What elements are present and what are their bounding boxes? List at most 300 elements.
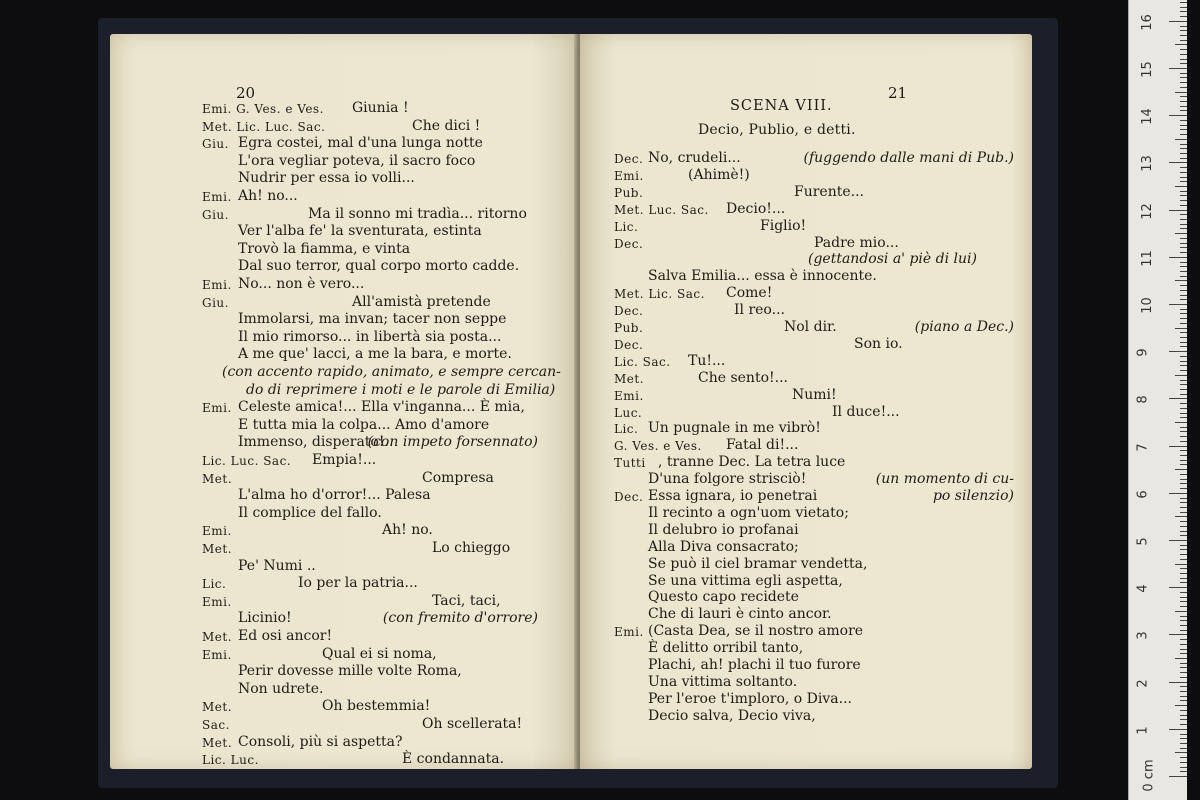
verse-text: (Casta Dea, se il nostro amore [648, 623, 864, 640]
verse-text: Immenso, disperato!.. [238, 434, 394, 451]
ruler-tick [1169, 257, 1187, 258]
ruler-tick [1180, 743, 1187, 744]
ruler-tick [1180, 134, 1187, 135]
speaker-name: Pub. [614, 321, 644, 335]
verse-text: Un pugnale in me vibrò! [648, 420, 821, 437]
verse-text: , tranne Dec. La tetra luce [658, 454, 846, 471]
verse-text: L'alma ho d'orror!... Palesa [238, 487, 431, 504]
verse-text: Nol dir. [784, 319, 837, 335]
ruler-tick [1180, 767, 1187, 768]
ruler-tick [1180, 521, 1187, 522]
verse-text: Licinio! [238, 610, 292, 627]
verse-text: Questo capo recidete [648, 589, 799, 606]
verse-text: Son io. [854, 335, 903, 352]
verse-text: Giunia ! [352, 100, 409, 116]
speaker-name: Lic. Luc. [202, 753, 259, 768]
ruler-tick [1180, 337, 1187, 338]
verse-text: Oh scellerata! [422, 716, 523, 732]
verse-text: A me que' lacci, a me la bara, e morte. [238, 346, 512, 363]
ruler-tick [1180, 748, 1187, 749]
ruler-tick [1180, 479, 1187, 480]
ruler-tick [1175, 280, 1187, 281]
verse-text: No... non è vero... [238, 276, 365, 292]
ruler-tick [1180, 195, 1187, 196]
ruler-tick [1175, 139, 1187, 140]
speaker-name: Emi. [614, 168, 644, 183]
ruler-tick [1180, 616, 1187, 617]
ruler-tick [1175, 186, 1187, 187]
verse-text: Che sento!... [698, 369, 788, 386]
verse-text: Essa ignara, io penetrai [648, 488, 818, 504]
stage-direction: (con impeto forsennato) [367, 434, 538, 451]
ruler-tick [1180, 276, 1187, 277]
stage-direction: (piano a Dec.) [914, 319, 1014, 335]
ruler-number: 16 [1139, 14, 1155, 31]
ruler-tick [1180, 653, 1187, 654]
ruler-tick [1180, 224, 1187, 225]
verse-text: Numi! [792, 386, 837, 403]
ruler-tick [1180, 285, 1187, 286]
ruler-tick [1180, 667, 1187, 668]
verse-text: E tutta mia la colpa... Amo d'amore [238, 416, 490, 433]
ruler-tick [1180, 177, 1187, 178]
ruler-tick [1175, 328, 1187, 329]
ruler-tick [1180, 738, 1187, 739]
ruler-tick [1180, 630, 1187, 631]
scene-cast: Decio, Publio, e detti. [698, 122, 856, 138]
speaker-name: Dec. [614, 236, 644, 251]
verse-text: Fatal di!... [726, 437, 799, 454]
verse-text: L'ora vegliar poteva, il sacro foco [238, 152, 476, 169]
ruler-tick [1169, 587, 1187, 588]
ruler-tick [1175, 375, 1187, 376]
stage-direction: (fuggendo dalle mani di Pub.) [803, 150, 1014, 166]
ruler-tick [1180, 30, 1187, 31]
verse-text: Empia!... [312, 452, 377, 468]
ruler-tick [1180, 356, 1187, 357]
ruler-tick [1180, 700, 1187, 701]
ruler-tick [1180, 106, 1187, 107]
ruler-number: 1 [1135, 726, 1151, 735]
ruler-tick [1180, 238, 1187, 239]
scene-title: SCENA VIII. [730, 98, 833, 114]
ruler-tick [1180, 346, 1187, 347]
ruler-tick [1180, 672, 1187, 673]
verse-text: Decio!... [726, 200, 786, 217]
ruler-tick [1169, 162, 1187, 163]
verse-text: È delitto orribil tanto, [648, 640, 804, 657]
speaker-name: Met. [614, 371, 645, 386]
ruler-tick [1180, 771, 1187, 772]
ruler-tick [1180, 228, 1187, 229]
ruler-tick [1180, 554, 1187, 555]
ruler-tick [1180, 696, 1187, 697]
ruler-tick [1180, 649, 1187, 650]
ruler-tick [1180, 361, 1187, 362]
ruler-tick [1180, 394, 1187, 395]
ruler-tick [1180, 431, 1187, 432]
ruler-tick [1180, 460, 1187, 461]
verse-text: Pe' Numi .. [238, 557, 316, 574]
verse-text: Ah! no... [238, 188, 298, 204]
ruler-tick [1175, 658, 1187, 659]
ruler-tick [1180, 313, 1187, 314]
ruler-tick [1175, 752, 1187, 753]
verse-text: Ed osi ancor! [238, 628, 333, 644]
ruler-tick [1180, 332, 1187, 333]
verse-text: No, crudeli... [648, 150, 741, 166]
verse-text: Se una vittima egli aspetta, [648, 572, 843, 589]
ruler-tick [1175, 516, 1187, 517]
ruler-tick [1175, 44, 1187, 45]
ruler-tick [1180, 427, 1187, 428]
ruler-tick [1180, 597, 1187, 598]
ruler-tick [1180, 512, 1187, 513]
verse-text: Una vittima soltanto. [648, 673, 798, 690]
speaker-name: Dec. [614, 337, 644, 352]
ruler-tick [1180, 2, 1187, 3]
speaker-name: Emi. [202, 278, 232, 292]
ruler-tick [1169, 210, 1187, 211]
verse-text: Dal suo terror, qual corpo morto cadde. [238, 258, 520, 275]
verse-text: Se può il ciel bramar vendetta, [648, 555, 868, 572]
ruler-tick [1180, 531, 1187, 532]
ruler-tick [1180, 488, 1187, 489]
ruler-tick [1180, 549, 1187, 550]
verse-text: Il mio rimorso... in libertà sia posta... [238, 328, 502, 345]
verse-text: Non udrete. [238, 680, 324, 697]
ruler-tick [1180, 568, 1187, 569]
ruler-tick [1169, 682, 1187, 683]
right-page [580, 34, 1032, 769]
ruler-tick [1180, 309, 1187, 310]
verse-text: Ma il sonno mi tradìa... ritorno [308, 205, 527, 222]
ruler-tick [1180, 526, 1187, 527]
speaker-name: Emi. [202, 524, 232, 539]
ruler-tick [1180, 502, 1187, 503]
ruler-tick [1180, 82, 1187, 83]
ruler-unit-label: 0 cm [1141, 759, 1157, 792]
verse-text: Taci, taci, [432, 592, 501, 609]
ruler-tick [1180, 299, 1187, 300]
verse-text: D'una folgore strisciò! [648, 471, 807, 488]
ruler-tick [1180, 757, 1187, 758]
ruler-tick [1180, 342, 1187, 343]
verse-text: Per l'eroe t'imploro, o Diva... [648, 690, 852, 707]
ruler-tick [1175, 564, 1187, 565]
speaker-name: Emi. [614, 388, 644, 403]
ruler-tick [1180, 663, 1187, 664]
ruler-tick [1180, 578, 1187, 579]
speaker-name: Lic. [202, 577, 227, 592]
ruler-tick [1175, 233, 1187, 234]
verse-text: Padre mio... [814, 234, 899, 251]
speaker-name: Dec. [614, 490, 644, 504]
verse-text: Decio salva, Decio viva, [648, 707, 816, 724]
speaker-name: Sac. [202, 718, 230, 732]
speaker-name: Emi. [202, 594, 232, 609]
speaker-name: Met. Luc. Sac. [614, 202, 709, 217]
ruler-number: 7 [1135, 442, 1151, 452]
verse-text: Furente... [794, 183, 864, 200]
ruler-tick [1180, 40, 1187, 41]
ruler-tick [1169, 21, 1187, 22]
speaker-name: Emi. [202, 190, 232, 204]
ruler-tick [1180, 734, 1187, 735]
speaker-name: Met. Lic. Sac. [614, 287, 705, 302]
ruler-tick [1180, 16, 1187, 17]
ruler-tick [1180, 559, 1187, 560]
ruler-number: 4 [1135, 584, 1151, 593]
ruler-tick [1180, 323, 1187, 324]
ruler-number: 8 [1135, 395, 1151, 405]
stage-direction: (con fremito d'orrore) [382, 610, 538, 627]
ruler-tick [1180, 172, 1187, 173]
verse-text: Celeste amica!... Ella v'inganna... È mia, [238, 399, 525, 416]
speaker-name: Dec. [614, 152, 644, 166]
ruler-tick [1180, 573, 1187, 574]
ruler-tick [1180, 441, 1187, 442]
ruler-tick [1175, 705, 1187, 706]
ruler-tick [1180, 205, 1187, 206]
verse-text: Trovò la fiamma, e vinta [238, 240, 411, 257]
speaker-name: Giu. [202, 207, 229, 222]
stage-direction: po silenzio) [932, 488, 1014, 504]
ruler-tick [1180, 639, 1187, 640]
ruler-tick [1180, 266, 1187, 267]
verse-text: (con accento rapido, animato, e sempre cercan- [222, 364, 561, 380]
ruler-tick [1180, 191, 1187, 192]
ruler-tick [1180, 318, 1187, 319]
ruler-number: 6 [1135, 490, 1151, 499]
speaker-name: Met. [202, 471, 233, 486]
speaker-name: Lic. Sac. [614, 354, 671, 369]
speaker-name: Giu. [202, 295, 229, 310]
ruler-tick [1169, 304, 1187, 305]
verse-text: Il delubro io profanai [648, 521, 799, 538]
ruler-tick [1180, 101, 1187, 102]
ruler-tick [1180, 125, 1187, 126]
ruler-tick [1180, 295, 1187, 296]
ruler-tick [1180, 144, 1187, 145]
speaker-name: G. Ves. e Ves. [614, 439, 702, 454]
ruler-tick [1180, 181, 1187, 182]
verse-text: Compresa [422, 469, 494, 486]
ruler-tick [1180, 87, 1187, 88]
ruler-tick [1180, 715, 1187, 716]
speaker-name: Emi. [202, 401, 232, 416]
ruler-tick [1180, 153, 1187, 154]
verse-text: All'amistà pretende [352, 293, 491, 310]
ruler-tick [1180, 620, 1187, 621]
ruler-tick [1169, 68, 1187, 69]
speaker-name: Tutti [614, 456, 646, 471]
ruler-tick [1180, 455, 1187, 456]
speaker-name: Giu. [202, 137, 229, 152]
ruler-tick [1169, 729, 1187, 730]
verse-text: Che di lauri è cinto ancor. [648, 606, 832, 623]
verse-text: Nudrir per essa io volli... [238, 170, 415, 187]
ruler-tick [1180, 252, 1187, 253]
ruler-number: 2 [1135, 678, 1151, 688]
ruler-tick [1180, 686, 1187, 687]
ruler-tick [1180, 77, 1187, 78]
speaker-name: Lic. Luc. Sac. [202, 454, 292, 468]
ruler-tick [1180, 214, 1187, 215]
verse-text: Tu!... [688, 352, 726, 369]
page-number: 21 [888, 84, 908, 102]
ruler-tick [1180, 120, 1187, 121]
ruler-number: 11 [1139, 250, 1155, 267]
ruler-tick [1180, 59, 1187, 60]
ruler-tick [1180, 389, 1187, 390]
verse-text: Alla Diva consacrato; [648, 538, 799, 555]
ruler-number: 14 [1139, 108, 1155, 125]
ruler-tick [1180, 262, 1187, 263]
ruler-number: 9 [1135, 348, 1151, 357]
ruler-tick [1169, 776, 1187, 777]
speaker-name: Emi. G. Ves. e Ves. [202, 102, 324, 116]
ruler-tick [1180, 474, 1187, 475]
ruler-tick [1180, 54, 1187, 55]
verse-text: Il reo... [734, 302, 785, 319]
left-page [110, 34, 578, 769]
speaker-name: Luc. [614, 405, 643, 420]
ruler-tick [1180, 606, 1187, 607]
verse-text: Il recinto a ogn'uom vietato; [648, 504, 849, 521]
ruler-tick [1180, 129, 1187, 130]
ruler-tick [1180, 677, 1187, 678]
ruler-tick [1180, 167, 1187, 168]
ruler-tick [1169, 446, 1187, 447]
verse-text: Figlio! [760, 217, 807, 234]
ruler-tick [1180, 63, 1187, 64]
ruler-tick [1180, 7, 1187, 8]
ruler-tick [1180, 200, 1187, 201]
verse-text: Plachi, ah! plachi il tuo furore [648, 657, 861, 673]
verse-text: Come! [726, 285, 773, 302]
ruler-tick [1180, 247, 1187, 248]
ruler-tick [1169, 351, 1187, 352]
ruler-tick [1180, 49, 1187, 50]
verse-text: Il complice del fallo. [238, 504, 382, 521]
ruler-number: 15 [1139, 61, 1155, 78]
ruler-tick [1180, 158, 1187, 159]
ruler-tick [1169, 398, 1187, 399]
speaker-name: Emi. [614, 625, 644, 640]
ruler-tick [1180, 408, 1187, 409]
ruler-number: 5 [1135, 537, 1151, 546]
speaker-name: Emi. [202, 647, 232, 662]
verse-text: (Ahimè!) [688, 166, 750, 183]
ruler-tick [1180, 498, 1187, 499]
verse-text: Perir dovesse mille volte Roma, [238, 663, 462, 680]
ruler-tick [1180, 545, 1187, 546]
ruler-tick [1175, 469, 1187, 470]
ruler-number: 10 [1139, 297, 1155, 314]
speaker-name: Dec. [614, 304, 644, 319]
verse-text: Qual ei si noma, [322, 645, 437, 662]
ruler-tick [1180, 464, 1187, 465]
verse-text: Ah! no. [382, 522, 433, 539]
ruler-tick [1180, 417, 1187, 418]
stage-direction: (un momento di cu- [875, 471, 1014, 488]
ruler-tick [1180, 380, 1187, 381]
stage-direction: (gettandosi a' piè di lui) [808, 251, 977, 268]
ruler-tick [1180, 719, 1187, 720]
ruler-tick [1180, 483, 1187, 484]
verse-text: Salva Emilia... essa è innocente. [648, 268, 877, 285]
speaker-name: Lic. [614, 219, 639, 234]
ruler-tick [1180, 710, 1187, 711]
verse-text: Che dici ! [412, 117, 481, 134]
ruler-tick [1175, 611, 1187, 612]
ruler-tick [1180, 413, 1187, 414]
ruler-tick [1169, 115, 1187, 116]
speaker-name: Met. [202, 542, 233, 556]
ruler-number: 3 [1135, 631, 1151, 641]
ruler-tick [1180, 535, 1187, 536]
verse-text: Ver l'alba fe' la sventurata, estinta [238, 223, 482, 240]
ruler-tick [1180, 436, 1187, 437]
page-number: 20 [236, 84, 256, 102]
ruler-tick [1180, 73, 1187, 74]
verse-text: Il duce!... [832, 403, 900, 420]
ruler-tick [1169, 493, 1187, 494]
ruler-number: 13 [1139, 155, 1155, 173]
ruler-tick [1180, 601, 1187, 602]
ruler-tick [1180, 507, 1187, 508]
ruler-tick [1180, 35, 1187, 36]
ruler-tick [1180, 724, 1187, 725]
ruler-tick [1180, 625, 1187, 626]
speaker-name: Met. [202, 700, 233, 715]
verse-text: Immolarsi, ma invan; tacer non seppe [238, 311, 507, 328]
ruler-tick [1180, 384, 1187, 385]
ruler-tick [1180, 290, 1187, 291]
ruler-number: 12 [1139, 202, 1155, 220]
ruler-tick [1180, 96, 1187, 97]
verse-text: Egra costei, mal d'una lunga notte [238, 135, 483, 152]
ruler-tick [1180, 26, 1187, 27]
ruler-tick [1175, 92, 1187, 93]
ruler-tick [1180, 582, 1187, 583]
ruler-tick [1180, 11, 1187, 12]
ruler-tick [1175, 422, 1187, 423]
verse-text: Consoli, più si aspetta? [238, 733, 403, 750]
ruler-tick [1180, 110, 1187, 111]
ruler-tick [1169, 634, 1187, 635]
ruler-tick [1180, 370, 1187, 371]
ruler-tick [1180, 403, 1187, 404]
speaker-name: Met. [202, 735, 233, 750]
ruler-tick [1180, 271, 1187, 272]
verse-text: Oh bestemmia! [322, 698, 431, 715]
verse-text: Lo chieggo [432, 540, 511, 556]
ruler-tick [1180, 762, 1187, 763]
verse-text: do di reprimere i moti e le parole di Emilia) [246, 381, 556, 398]
speaker-name: Met. [202, 630, 233, 644]
speaker-name: Pub. [614, 185, 644, 200]
speaker-name: Met. Lic. Luc. Sac. [202, 119, 326, 134]
ruler-tick [1180, 219, 1187, 220]
ruler-tick [1180, 243, 1187, 244]
ruler-tick [1180, 691, 1187, 692]
ruler-tick [1180, 148, 1187, 149]
ruler-tick [1180, 592, 1187, 593]
verse-text: Io per la patria... [298, 575, 418, 592]
verse-text: È condannata. [402, 751, 505, 768]
